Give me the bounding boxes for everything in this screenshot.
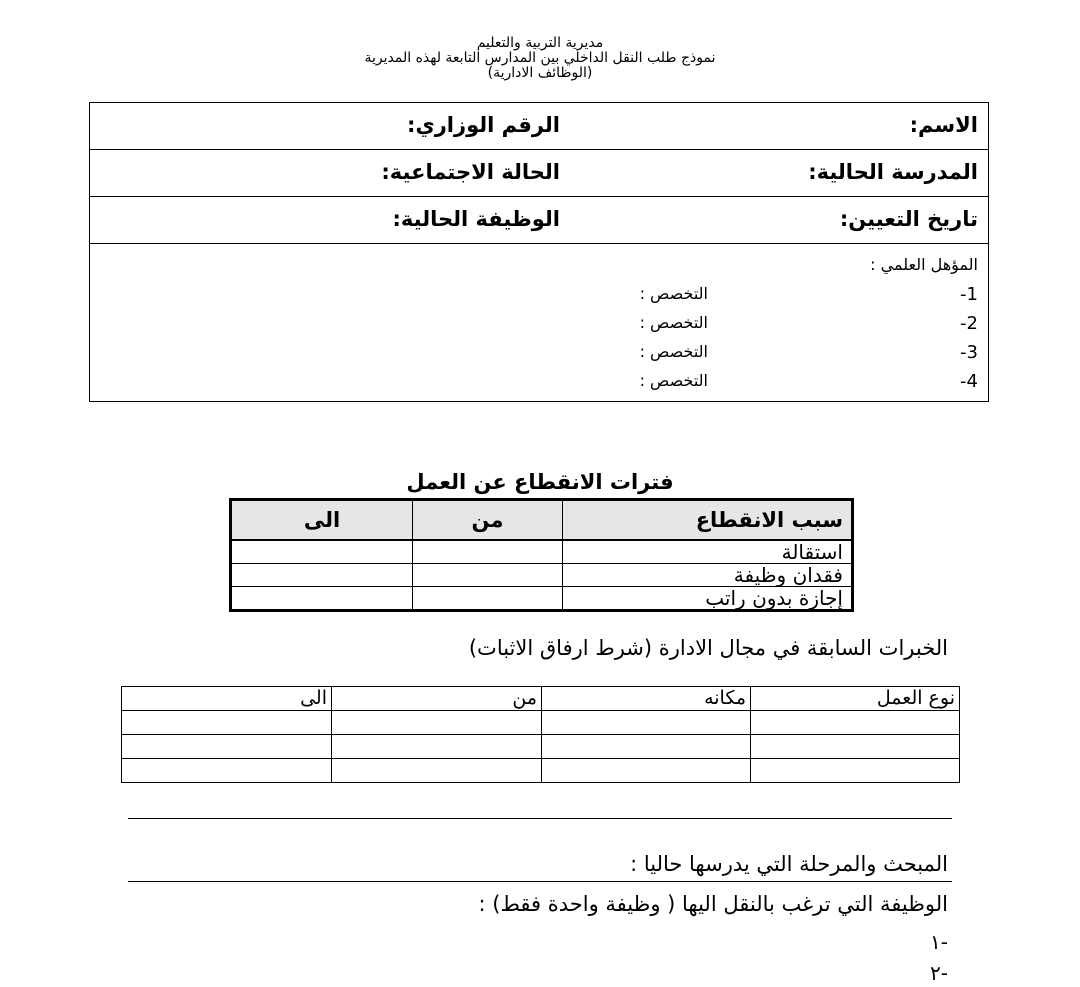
- table-cell[interactable]: [542, 735, 751, 759]
- table-cell[interactable]: [751, 759, 960, 783]
- directorate-title: مديرية التربية والتعليم: [476, 35, 604, 51]
- column-header: من: [332, 687, 542, 711]
- interruptions-title: فترات الانقطاع عن العمل: [406, 470, 674, 494]
- table-cell[interactable]: [751, 735, 960, 759]
- desired-job-item: -٢: [930, 961, 948, 985]
- info-row-school: [90, 150, 988, 197]
- reason-cell: إجازة بدون راتب: [563, 587, 853, 611]
- table-cell[interactable]: [122, 711, 332, 735]
- info-row-name: [90, 103, 988, 150]
- table-row: [231, 540, 853, 564]
- table-row: [122, 711, 960, 735]
- specialization-label: التخصص :: [639, 371, 708, 390]
- qualification-number: 3-: [960, 342, 978, 363]
- divider-line: [128, 881, 952, 882]
- table-row: [122, 759, 960, 783]
- qualification-number: 4-: [960, 371, 978, 392]
- table-cell[interactable]: [122, 735, 332, 759]
- desired-job-item: -١: [930, 930, 948, 954]
- column-header: نوع العمل: [751, 687, 960, 711]
- table-cell[interactable]: [751, 711, 960, 735]
- experience-title: الخبرات السابقة في مجال الادارة (شرط ارفاق الاثبات): [468, 636, 948, 660]
- ministry-number-label: الرقم الوزاري:: [407, 113, 560, 137]
- column-header: الى: [122, 687, 332, 711]
- marital-status-label: الحالة الاجتماعية:: [381, 160, 560, 184]
- specialization-label: التخصص :: [639, 313, 708, 332]
- form-subtitle: (الوظائف الادارية): [487, 65, 593, 81]
- current-job-label: الوظيفة الحالية:: [392, 207, 560, 231]
- table-header-row: [231, 500, 853, 541]
- interruptions-table: [229, 498, 854, 612]
- table-cell[interactable]: [332, 759, 542, 783]
- to-cell[interactable]: [231, 564, 413, 587]
- to-cell[interactable]: [231, 587, 413, 611]
- table-cell[interactable]: [542, 759, 751, 783]
- table-header-row: [122, 687, 960, 711]
- qualification-number: 1-: [960, 284, 978, 305]
- specialization-label: التخصص :: [639, 342, 708, 361]
- info-row-appointment: [90, 197, 988, 244]
- table-row: [231, 564, 853, 587]
- reason-cell: استقالة: [563, 540, 853, 564]
- reason-cell: فقدان وظيفة: [563, 564, 853, 587]
- appointment-date-label: تاريخ التعيين:: [839, 207, 978, 231]
- specialization-label: التخصص :: [639, 284, 708, 303]
- applicant-info-box: [89, 102, 989, 402]
- column-header: مكانه: [542, 687, 751, 711]
- qualification-number: 2-: [960, 313, 978, 334]
- column-header: من: [413, 500, 563, 541]
- name-label: الاسم:: [909, 113, 978, 137]
- from-cell[interactable]: [413, 587, 563, 611]
- current-school-label: المدرسة الحالية:: [808, 160, 978, 184]
- current-study-label: المبحث والمرحلة التي يدرسها حاليا :: [630, 852, 948, 876]
- column-header: سبب الانقطاع: [563, 500, 853, 541]
- column-header: الى: [231, 500, 413, 541]
- qualification-title: المؤهل العلمي :: [870, 255, 978, 274]
- form-title: نموذج طلب النقل الداخلي بين المدارس التابعة لهذه المديرية: [364, 50, 716, 66]
- to-cell[interactable]: [231, 540, 413, 564]
- from-cell[interactable]: [413, 540, 563, 564]
- table-row: [231, 587, 853, 611]
- table-cell[interactable]: [332, 711, 542, 735]
- divider-line: [128, 818, 952, 819]
- table-row: [122, 735, 960, 759]
- experience-table: [121, 686, 960, 783]
- table-cell[interactable]: [542, 711, 751, 735]
- desired-job-label: الوظيفة التي ترغب بالنقل اليها ( وظيفة واحدة فقط) :: [478, 892, 948, 916]
- table-cell[interactable]: [332, 735, 542, 759]
- table-cell[interactable]: [122, 759, 332, 783]
- from-cell[interactable]: [413, 564, 563, 587]
